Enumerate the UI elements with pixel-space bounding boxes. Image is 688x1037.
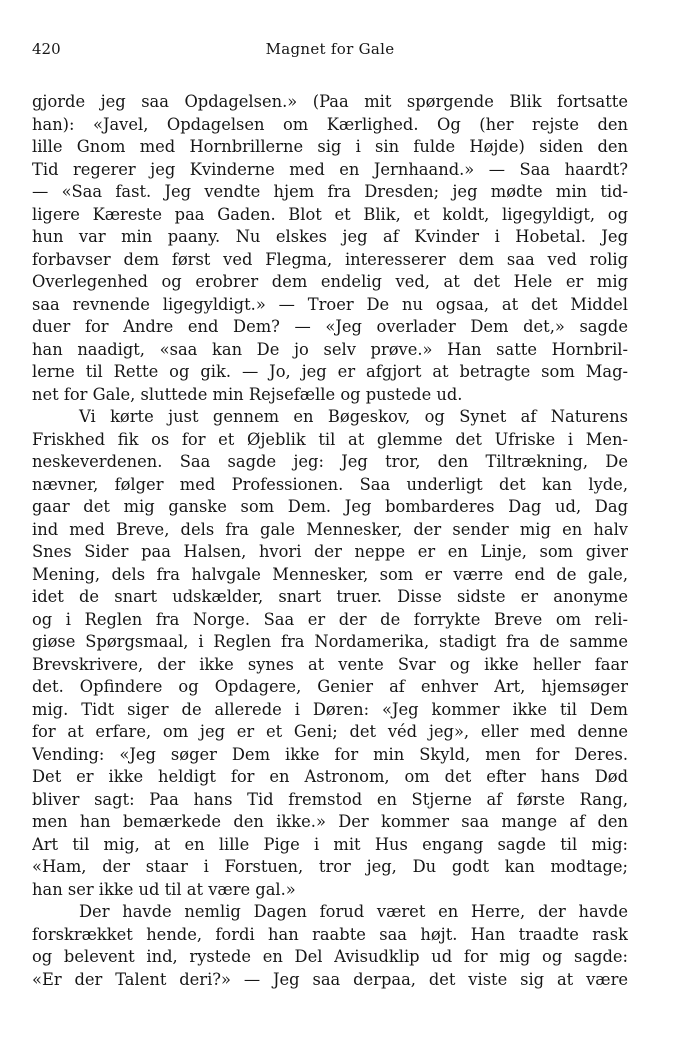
book-page xyxy=(32,40,628,1030)
text-line: nævner, følger med Professionen. Saa underligt det kan lyde, xyxy=(32,474,628,494)
text-line: Overlegenhed og erobrer dem endelig ved, at det Hele er mig xyxy=(32,272,628,291)
text-line: Det er ikke heldigt for en Astronom, om det efter hans Død xyxy=(32,767,628,786)
text-line: Vi kørte just gennem en Bøgeskov, og Synet af Naturens xyxy=(79,407,628,426)
text-line: men han bemærkede den ikke.» Der kommer saa mange af den xyxy=(32,812,628,831)
text-line: og i Reglen fra Norge. Saa er der de forrykte Breve om reli- xyxy=(32,609,628,629)
text-line: «Ham, der staar i Forstuen, tror jeg, Du godt kan modtage; xyxy=(32,857,628,876)
text-line: og belevent ind, rystede en Del Avisudklip ud for mig og sagde: xyxy=(32,947,628,966)
text-line: gaar det mig ganske som Dem. Jeg bombarderes Dag ud, Dag xyxy=(32,497,628,516)
text-line: Tid regerer jeg Kvinderne med en Jernhaand.» — Saa haardt? xyxy=(32,159,628,179)
text-line: hun var min paany. Nu elskes jeg af Kvinder i Hobetal. Jeg xyxy=(32,227,628,246)
text-line: «Er der Talent deri?» — Jeg saa derpaa, det viste sig at være xyxy=(32,969,628,989)
text-line: — «Saa fast. Jeg vendte hjem fra Dresden; jeg mødte min tid- xyxy=(32,182,628,201)
text-line: giøse Spørgsmaal, i Reglen fra Nordamerika, stadigt fra de samme xyxy=(32,632,628,651)
text-line: han naadigt, «saa kan De jo selv prøve.» Han satte Hornbril- xyxy=(32,339,628,359)
text-line: net for Gale, sluttede min Rejsefælle og pustede ud. xyxy=(32,384,463,404)
running-head xyxy=(32,40,628,68)
text-line: Friskhed fik os for et Øjeblik til at glemme det Ufriske i Men- xyxy=(32,429,628,449)
text-line: gjorde jeg saa Opdagelsen.» (Paa mit spørgende Blik fortsatte xyxy=(32,92,628,111)
text-line: idet de snart udskælder, snart truer. Disse sidste er anonyme xyxy=(32,587,628,606)
text-line: han): «Javel, Opdagelsen om Kærlighed. Og (her rejste den xyxy=(32,114,628,134)
text-line: forbavser dem først ved Flegma, interesserer dem saa ved rolig xyxy=(32,249,628,269)
text-line: det. Opfindere og Opdagere, Genier af enhver Art, hjemsøger xyxy=(32,677,628,696)
text-line: forskrækket hende, fordi han raabte saa højt. Han traadte rask xyxy=(32,924,628,944)
text-line: mig. Tidt siger de allerede i Døren: «Jeg kommer ikke til Dem xyxy=(32,699,628,719)
text-line: for at erfare, om jeg er et Geni; det véd jeg», eller med denne xyxy=(32,722,628,741)
text-line: neskeverdenen. Saa sagde jeg: Jeg tror, den Tiltrækning, De xyxy=(32,452,628,471)
text-line: ind med Breve, dels fra gale Mennesker, der sender mig en halv xyxy=(32,519,628,539)
text-line: lille Gnom med Hornbrillerne sig i sin fulde Højde) siden den xyxy=(32,137,628,156)
text-line: duer for Andre end Dem? — «Jeg overlader Dem det,» sagde xyxy=(32,317,628,336)
running-title: Magnet for Gale xyxy=(265,40,395,58)
text-line: Art til mig, at en lille Pige i mit Hus engang sagde til mig: xyxy=(32,834,628,854)
text-line: lerne til Rette og gik. — Jo, jeg er afgjort at betragte som Mag- xyxy=(32,362,628,381)
text-line: Snes Sider paa Halsen, hvori der neppe er en Linje, som giver xyxy=(32,542,628,561)
text-line: bliver sagt: Paa hans Tid fremstod en Stjerne af første Rang, xyxy=(32,789,628,809)
text-line: Der havde nemlig Dagen forud været en Herre, der havde xyxy=(79,902,628,921)
text-line: Mening, dels fra halvgale Mennesker, som er værre end de gale, xyxy=(32,564,628,584)
text-line: ligere Kæreste paa Gaden. Blot et Blik, et koldt, ligegyldigt, og xyxy=(32,204,628,224)
text-line: Vending: «Jeg søger Dem ikke for min Skyld, men for Deres. xyxy=(32,744,628,764)
text-line: saa revnende ligegyldigt.» — Troer De nu ogsaa, at det Middel xyxy=(32,294,628,314)
text-line: han ser ikke ud til at være gal.» xyxy=(32,879,296,899)
page-number: 420 xyxy=(32,40,61,58)
text-line: Brevskrivere, der ikke synes at vente Svar og ikke heller faar xyxy=(32,654,628,674)
body-text xyxy=(32,91,628,991)
